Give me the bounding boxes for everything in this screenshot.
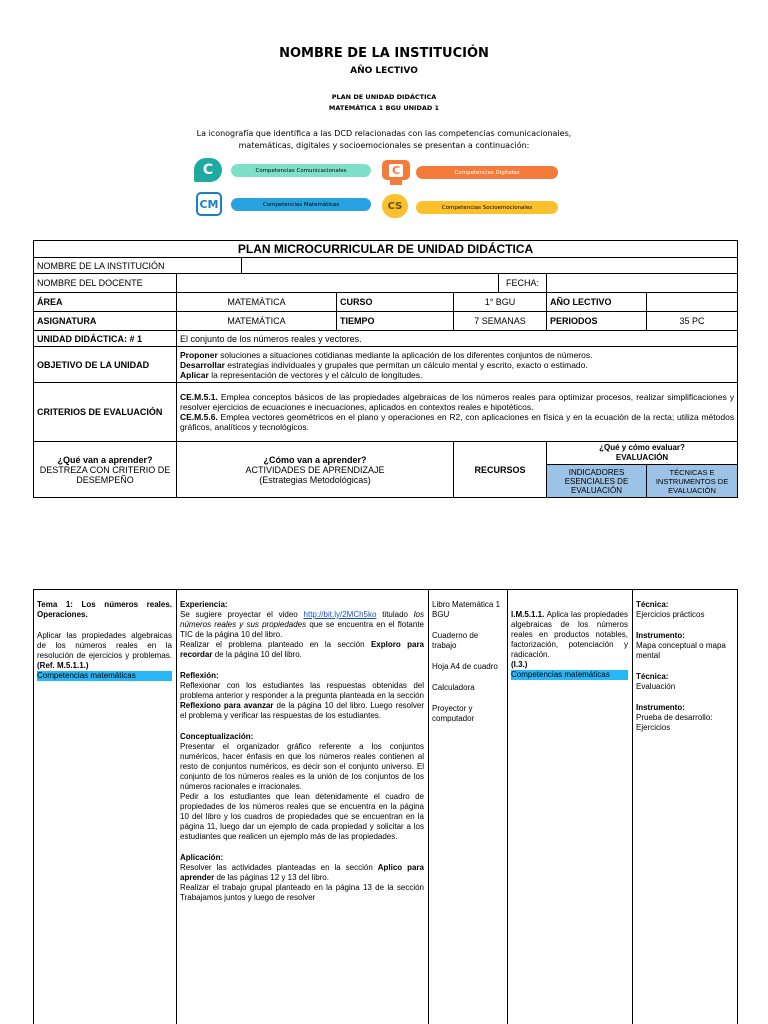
- resources-cell: [429, 590, 508, 1024]
- topic-title: Tema 1: Los números reales. Operaciones.: [37, 600, 172, 619]
- microcurricular-plan-table: [33, 240, 738, 498]
- resource-item: Libro Matemática 1 BGU: [432, 600, 501, 619]
- criteria-label: CRITERIOS DE EVALUACIÓN: [34, 383, 177, 442]
- objective-text: Proponer soluciones a situaciones cotidianas mediante la aplicación de los diferentes conjuntos de números. Desarrollar estrategias individuales y grupales que permitan un cálculo mental y escrito, exacto o estimado. Aplicar la representación de vectores y el cálculo de longitudes.: [177, 347, 738, 383]
- plan-title: PLAN DE UNIDAD DIDÁCTICA: [331, 93, 437, 101]
- time-label: TIEMPO: [337, 312, 454, 331]
- year-label: AÑO LECTIVO: [547, 293, 647, 312]
- course-label: CURSO: [337, 293, 454, 312]
- unit-label: UNIDAD DIDÁCTICA: # 1: [34, 331, 177, 347]
- resource-item: Hoja A4 de cuadro: [432, 662, 498, 671]
- periods-value: 35 PC: [647, 312, 738, 331]
- subject-label: ASIGNATURA: [34, 312, 177, 331]
- subject-value: MATEMÁTICA: [177, 312, 337, 331]
- communication-icon: C: [194, 158, 222, 182]
- experience-title: Experiencia:: [180, 600, 228, 609]
- socioemotional-label: Competencias Socioemocionales: [416, 201, 558, 214]
- document-header: [0, 46, 768, 152]
- date-label: FECHA:: [499, 274, 547, 293]
- time-value: 7 SEMANAS: [454, 312, 547, 331]
- activities-cell: [177, 590, 429, 1024]
- concept-text: Presentar el organizador gráfico referente a los conjuntos numéricos, hacer énfasis en que los números reales contienen al resto de conjuntos numéricos, es decir son el conjunto universo. El conjunto de los números reales es la unión de los conjuntos de los números racionales e irracionales.: [180, 742, 424, 791]
- application-title: Aplicación:: [180, 853, 224, 862]
- concept-title: Conceptualización:: [180, 732, 254, 741]
- indicators-header: INDICADORES ESENCIALES DE EVALUACIÓN: [547, 465, 647, 498]
- teacher-field[interactable]: [177, 274, 499, 293]
- resources-header: RECURSOS: [454, 442, 547, 498]
- course-value: 1° BGU: [454, 293, 547, 312]
- experience-text: Se sugiere proyectar el video http://bit.ly/2MCh5ko titulado los números reales y sus propiedades que se encuentra en el flotante TIC de la página 10 del libro.: [180, 610, 424, 639]
- math-icon: CM: [196, 192, 222, 216]
- what-learn-header: ¿Qué van a aprender? DESTREZA CON CRITERIO DE DESEMPEÑO: [34, 442, 177, 498]
- concept-text-2: Pedir a los estudiantes que lean detenidamente el cuadro de propiedades de los números reales que se encuentra en la página 10 del libro y los cuadros de propiedades que se encuentran en la página 11, luego dar un ejemplo de cada propiedad y solicitar a los estudiantes que realicen un ejemplo más de las propiedades.: [180, 792, 424, 841]
- resource-item: Calculadora: [432, 683, 475, 692]
- evaluation-header: ¿Qué y cómo evaluar? EVALUACIÓN: [547, 442, 738, 465]
- school-year: AÑO LECTIVO: [350, 66, 418, 76]
- technique-value: Ejercicios prácticos: [636, 610, 705, 619]
- reflection-text: Reflexionar con los estudiantes las respuestas obtenidas del problema anterior y responder a la pregunta planteada en la sección Reflexiono para avanzar de la página 10 del libro. Luego resolver el problema y verificar las respuestas de los estudiantes.: [180, 681, 424, 720]
- plan-subtitle: MATEMÁTICA 1 BGU UNIDAD 1: [328, 104, 440, 112]
- skill-text: Aplicar las propiedades algebraicas de los números reales en la resolución de ejercicios y problemas. (Ref. M.5.1.1.): [37, 631, 172, 670]
- resource-item: Proyector y computador: [432, 704, 475, 723]
- criteria-text: CE.M.5.1. Emplea conceptos básicos de las propiedades algebraicas de los números reales para optimizar procesos, realizar simplificaciones y resolver ejercicios de ecuaciones e inecuaciones, aplicados en contextos reales e hipotéticos. CE.M.5.6. Emplea vectores geométricos en el plano y operaciones en R2, con aplicaciones en física y en la ecuación de la recta; utiliza métodos gráficos, analíticos y tecnológicos.: [177, 383, 738, 442]
- institution-label: NOMBRE DE LA INSTITUCIÓN: [34, 258, 242, 274]
- indicator-text: I.M.5.1.1. Aplica las propiedades algebraicas de los números reales en productos notables, factorización, potenciación y radicación.: [511, 610, 628, 659]
- techniques-header: TÉCNICAS E INSTRUMENTOS DE EVALUACIÓN: [647, 465, 738, 498]
- socioemotional-icon: CS: [382, 194, 408, 218]
- intro-paragraph: La iconografía que identifica a las DCD relacionadas con las competencias comunicacionales, matemáticas, digitales y socioemocionales se presentan a continuación:: [196, 129, 572, 150]
- periods-label: PERIODOS: [547, 312, 647, 331]
- instrument-label: Instrumento:: [636, 631, 685, 640]
- teacher-label: NOMBRE DEL DOCENTE: [34, 274, 177, 293]
- reflection-title: Reflexión:: [180, 671, 219, 680]
- resource-item: Cuaderno de trabajo: [432, 631, 479, 650]
- instrument-value: Prueba de desarrollo: Ejercicios: [636, 713, 713, 732]
- plan-title-cell: PLAN MICROCURRICULAR DE UNIDAD DIDÁCTICA: [34, 241, 738, 258]
- unit-value: El conjunto de los números reales y vectores.: [177, 331, 738, 347]
- institution-field[interactable]: [242, 258, 738, 274]
- instrument-value: Mapa conceptual o mapa mental: [636, 641, 726, 660]
- area-label: ÁREA: [34, 293, 177, 312]
- instrument-label: Instrumento:: [636, 703, 685, 712]
- technique-value: Evaluación: [636, 682, 676, 691]
- year-field[interactable]: [647, 293, 738, 312]
- video-link[interactable]: http://bit.ly/2MCh5ko: [303, 610, 377, 619]
- indicator-ref: (I.3.): [511, 660, 528, 669]
- how-learn-header: ¿Cómo van a aprender? ACTIVIDADES DE APRENDIZAJE (Estrategias Metodológicas): [177, 442, 454, 498]
- institution-title: NOMBRE DE LA INSTITUCIÓN: [279, 46, 489, 61]
- communication-label: Competencias Comunicacionales: [231, 164, 371, 177]
- application-text: Resolver las actividades planteadas en la sección Aplico para aprender de las páginas 12 y 13 del libro.: [180, 863, 424, 882]
- indicator-competency-tag: Competencias matemáticas: [511, 670, 628, 680]
- technique-label: Técnica:: [636, 672, 669, 681]
- experience-text-2: Realizar el problema planteado en la sección Exploro para recordar de la página 10 del libro.: [180, 640, 425, 659]
- techniques-cell: [633, 590, 738, 1024]
- technique-label: Técnica:: [636, 600, 669, 609]
- indicators-cell: [508, 590, 633, 1024]
- area-value: MATEMÁTICA: [177, 293, 337, 312]
- competencies-legend: [190, 158, 570, 220]
- math-label: Competencias Matemáticas: [231, 198, 371, 211]
- objective-label: OBJETIVO DE LA UNIDAD: [34, 347, 177, 383]
- monitor-stand: [390, 180, 402, 185]
- skill-cell: [34, 590, 177, 1024]
- skill-competency-tag: Competencias matemáticas: [37, 671, 172, 681]
- digital-label: Competencias Digitales: [416, 166, 558, 179]
- activities-table: [33, 589, 738, 1024]
- digital-monitor-icon: C: [382, 160, 410, 180]
- application-text-2: Realizar el trabajo grupal planteado en la página 13 de la sección Trabajamos juntos y luego de resolver: [180, 883, 424, 902]
- date-field[interactable]: [547, 274, 738, 293]
